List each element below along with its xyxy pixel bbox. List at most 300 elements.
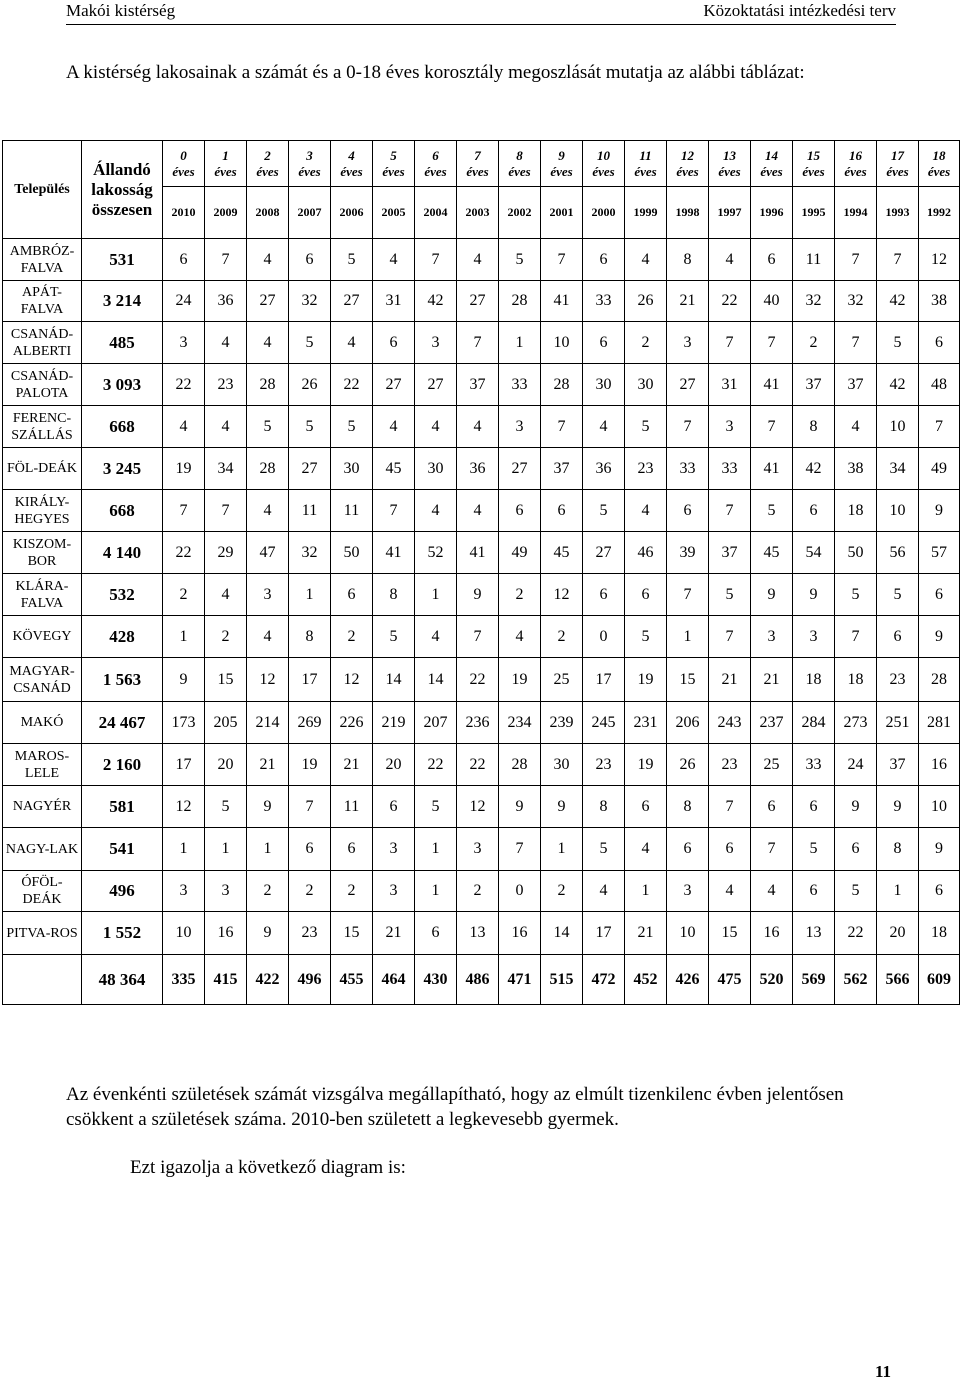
value-cell: 37 [835,364,877,406]
value-cell: 7 [751,828,793,871]
town-total: 541 [82,828,163,871]
town-name: KIRÁLY-HEGYES [3,490,82,532]
value-cell: 7 [709,490,751,532]
header-age-cell [541,141,583,187]
value-cell: 4 [625,239,667,281]
table-row [3,281,960,322]
value-cell: 2 [331,616,373,658]
value-cell: 6 [583,322,625,364]
value-cell: 10 [541,322,583,364]
value-cell: 42 [877,364,919,406]
value-cell: 7 [835,322,877,364]
table-row [3,702,960,744]
age-unit: éves [466,163,489,179]
sum-value-cell: 426 [667,955,709,1005]
header-row-ages [3,141,960,187]
value-cell: 1 [247,828,289,871]
value-cell: 20 [205,744,247,786]
value-cell: 25 [541,658,583,702]
value-cell: 1 [163,828,205,871]
value-cell: 4 [457,239,499,281]
value-cell: 269 [289,702,331,744]
value-cell: 7 [205,490,247,532]
value-cell: 32 [793,281,835,322]
town-name: KISZOM-BOR [3,532,82,574]
value-cell: 27 [667,364,709,406]
header-year-cell: 2002 [499,187,541,239]
sum-value-cell: 515 [541,955,583,1005]
value-cell: 32 [289,281,331,322]
sum-value-cell: 335 [163,955,205,1005]
value-cell: 273 [835,702,877,744]
value-cell: 7 [541,406,583,448]
value-cell: 6 [499,490,541,532]
value-cell: 3 [667,322,709,364]
value-cell: 30 [625,364,667,406]
value-cell: 8 [667,239,709,281]
value-cell: 39 [667,532,709,574]
value-cell: 19 [625,658,667,702]
header-age-cell [667,141,709,187]
town-name: FÖL-DEÁK [3,448,82,490]
value-cell: 17 [583,658,625,702]
age-unit: éves [550,163,573,179]
value-cell: 6 [667,828,709,871]
value-cell: 30 [331,448,373,490]
value-cell: 8 [877,828,919,871]
header-year-cell: 2000 [583,187,625,239]
town-total: 496 [82,871,163,912]
value-cell: 13 [457,912,499,955]
age-unit: éves [634,163,657,179]
value-cell: 9 [919,490,960,532]
value-cell: 28 [247,448,289,490]
sum-value-cell: 566 [877,955,919,1005]
value-cell: 2 [793,322,835,364]
value-cell: 22 [709,281,751,322]
value-cell: 22 [331,364,373,406]
header-age-cell [415,141,457,187]
header-year-cell: 1992 [919,187,960,239]
value-cell: 52 [415,532,457,574]
value-cell: 42 [877,281,919,322]
value-cell: 5 [289,322,331,364]
value-cell: 4 [709,239,751,281]
value-cell: 27 [415,364,457,406]
value-cell: 0 [499,871,541,912]
value-cell: 33 [499,364,541,406]
value-cell: 5 [583,490,625,532]
value-cell: 1 [667,616,709,658]
value-cell: 234 [499,702,541,744]
value-cell: 6 [415,912,457,955]
value-cell: 21 [247,744,289,786]
header-age-cell [625,141,667,187]
value-cell: 14 [541,912,583,955]
value-cell: 6 [835,828,877,871]
value-cell: 22 [415,744,457,786]
header-year-cell: 1999 [625,187,667,239]
value-cell: 1 [499,322,541,364]
age-unit: éves [424,163,447,179]
value-cell: 15 [205,658,247,702]
value-cell: 49 [499,532,541,574]
value-cell: 27 [289,448,331,490]
value-cell: 18 [835,490,877,532]
value-cell: 4 [583,406,625,448]
sum-row [3,955,960,1005]
town-name: AMBRÓZ-FALVA [3,239,82,281]
age-number: 16 [849,147,862,163]
value-cell: 5 [583,828,625,871]
value-cell: 6 [793,786,835,828]
value-cell: 9 [835,786,877,828]
age-number: 13 [723,147,736,163]
sum-value-cell: 562 [835,955,877,1005]
value-cell: 4 [247,490,289,532]
value-cell: 5 [331,239,373,281]
value-cell: 7 [457,616,499,658]
town-total: 3 093 [82,364,163,406]
age-unit: éves [927,163,951,179]
value-cell: 9 [751,574,793,616]
town-total: 532 [82,574,163,616]
age-number: 1 [222,147,229,163]
page-number: 11 [875,1362,892,1381]
table-row [3,871,960,912]
value-cell: 8 [373,574,415,616]
value-cell: 4 [583,871,625,912]
value-cell: 9 [163,658,205,702]
town-total: 2 160 [82,744,163,786]
sum-value-cell: 472 [583,955,625,1005]
value-cell: 45 [541,532,583,574]
value-cell: 19 [163,448,205,490]
value-cell: 284 [793,702,835,744]
value-cell: 23 [205,364,247,406]
town-total: 428 [82,616,163,658]
value-cell: 5 [499,239,541,281]
value-cell: 6 [373,786,415,828]
value-cell: 15 [667,658,709,702]
value-cell: 7 [709,786,751,828]
value-cell: 6 [919,322,960,364]
town-total: 3 245 [82,448,163,490]
value-cell: 46 [625,532,667,574]
value-cell: 5 [877,574,919,616]
age-number: 17 [891,147,904,163]
value-cell: 27 [499,448,541,490]
value-cell: 16 [205,912,247,955]
table-row [3,828,960,871]
value-cell: 7 [667,574,709,616]
value-cell: 8 [289,616,331,658]
age-unit: éves [382,163,405,179]
value-cell: 9 [457,574,499,616]
value-cell: 8 [667,786,709,828]
value-cell: 6 [667,490,709,532]
value-cell: 9 [247,912,289,955]
value-cell: 27 [457,281,499,322]
header-town: Település [3,141,82,239]
town-total: 24 467 [82,702,163,744]
age-unit: éves [886,163,909,179]
value-cell: 4 [709,871,751,912]
town-name: KÖVEGY [3,616,82,658]
value-cell: 45 [751,532,793,574]
header-age-cell [835,141,877,187]
value-cell: 29 [205,532,247,574]
age-number: 12 [681,147,694,163]
value-cell: 5 [247,406,289,448]
value-cell: 15 [709,912,751,955]
age-number: 18 [932,147,946,163]
value-cell: 6 [289,239,331,281]
age-number: 11 [639,147,652,163]
value-cell: 239 [541,702,583,744]
value-cell: 6 [919,871,960,912]
value-cell: 41 [457,532,499,574]
value-cell: 5 [289,406,331,448]
value-cell: 3 [373,828,415,871]
value-cell: 7 [205,239,247,281]
header-year-cell: 2005 [373,187,415,239]
header-age-cell [499,141,541,187]
header-age-cell [457,141,499,187]
value-cell: 3 [793,616,835,658]
town-name: CSANÁD-PALOTA [3,364,82,406]
value-cell: 1 [877,871,919,912]
value-cell: 5 [415,786,457,828]
value-cell: 17 [163,744,205,786]
town-total: 668 [82,406,163,448]
value-cell: 21 [373,912,415,955]
value-cell: 3 [373,871,415,912]
table-row [3,912,960,955]
value-cell: 16 [751,912,793,955]
age-unit: éves [298,163,321,179]
value-cell: 27 [373,364,415,406]
value-cell: 31 [373,281,415,322]
value-cell: 4 [163,406,205,448]
value-cell: 10 [877,490,919,532]
value-cell: 23 [709,744,751,786]
value-cell: 37 [877,744,919,786]
value-cell: 34 [205,448,247,490]
age-number: 0 [180,147,187,163]
value-cell: 5 [877,322,919,364]
value-cell: 1 [541,828,583,871]
town-name: PITVA-ROS [3,912,82,955]
value-cell: 42 [793,448,835,490]
value-cell: 2 [331,871,373,912]
value-cell: 28 [499,744,541,786]
value-cell: 33 [583,281,625,322]
value-cell: 7 [751,322,793,364]
value-cell: 32 [289,532,331,574]
value-cell: 7 [373,490,415,532]
age-number: 5 [390,147,397,163]
value-cell: 24 [835,744,877,786]
header-age-cell [751,141,793,187]
value-cell: 7 [499,828,541,871]
sum-value-cell: 496 [289,955,331,1005]
age-number: 10 [597,147,610,163]
header-age-cell [289,141,331,187]
value-cell: 54 [793,532,835,574]
header-total: Állandó lakosság összesen [82,141,163,239]
value-cell: 3 [499,406,541,448]
value-cell: 23 [289,912,331,955]
age-unit: éves [340,163,363,179]
header-year-cell: 2001 [541,187,583,239]
population-table [2,140,960,1005]
table-row [3,448,960,490]
value-cell: 251 [877,702,919,744]
value-cell: 22 [163,364,205,406]
header-year-cell: 2004 [415,187,457,239]
value-cell: 7 [541,239,583,281]
sum-value-cell: 422 [247,955,289,1005]
value-cell: 4 [415,406,457,448]
value-cell: 5 [751,490,793,532]
value-cell: 32 [835,281,877,322]
value-cell: 22 [163,532,205,574]
value-cell: 23 [583,744,625,786]
header-age-cell [163,141,205,187]
header-age-cell [709,141,751,187]
value-cell: 28 [499,281,541,322]
value-cell: 11 [289,490,331,532]
value-cell: 18 [835,658,877,702]
value-cell: 173 [163,702,205,744]
value-cell: 11 [331,786,373,828]
value-cell: 42 [415,281,457,322]
value-cell: 9 [877,786,919,828]
value-cell: 37 [541,448,583,490]
value-cell: 38 [835,448,877,490]
value-cell: 38 [919,281,960,322]
value-cell: 3 [751,616,793,658]
value-cell: 5 [373,616,415,658]
value-cell: 205 [205,702,247,744]
table-row [3,364,960,406]
value-cell: 1 [415,828,457,871]
age-unit: éves [844,163,867,179]
value-cell: 26 [289,364,331,406]
value-cell: 49 [919,448,960,490]
value-cell: 9 [793,574,835,616]
value-cell: 19 [625,744,667,786]
value-cell: 7 [289,786,331,828]
value-cell: 28 [919,658,960,702]
sum-value-cell: 475 [709,955,751,1005]
town-total: 4 140 [82,532,163,574]
header-age-cell [205,141,247,187]
sum-value-cell: 430 [415,955,457,1005]
value-cell: 6 [793,871,835,912]
table-row [3,658,960,702]
summary-paragraph: Az évenkénti születések számát vizsgálva megállapítható, hogy az elmúlt tizenkilenc évben jelentősen csökkent a születések száma. 2010-ben született a legkevesebb gyermek. [66,1084,844,1130]
header-right: Közoktatási intézkedési terv [703,1,896,20]
value-cell: 14 [415,658,457,702]
header-year-cell: 2007 [289,187,331,239]
value-cell: 9 [541,786,583,828]
value-cell: 30 [583,364,625,406]
header-year-cell: 1995 [793,187,835,239]
value-cell: 4 [457,406,499,448]
value-cell: 41 [541,281,583,322]
town-total: 485 [82,322,163,364]
sum-value-cell: 455 [331,955,373,1005]
town-name: APÁT-FALVA [3,281,82,322]
town-name: MAGYAR-CSANÁD [3,658,82,702]
value-cell: 2 [289,871,331,912]
value-cell: 3 [667,871,709,912]
value-cell: 6 [751,786,793,828]
age-number: 7 [474,147,481,163]
value-cell: 4 [205,406,247,448]
age-number: 8 [516,147,523,163]
value-cell: 20 [373,744,415,786]
value-cell: 11 [793,239,835,281]
header-year-cell: 1993 [877,187,919,239]
value-cell: 12 [247,658,289,702]
value-cell: 2 [499,574,541,616]
value-cell: 4 [625,828,667,871]
value-cell: 9 [499,786,541,828]
value-cell: 3 [415,322,457,364]
value-cell: 5 [331,406,373,448]
value-cell: 56 [877,532,919,574]
value-cell: 3 [247,574,289,616]
sum-value-cell: 415 [205,955,247,1005]
value-cell: 6 [541,490,583,532]
age-unit: éves [172,163,195,179]
value-cell: 5 [793,828,835,871]
town-total: 1 563 [82,658,163,702]
value-cell: 21 [751,658,793,702]
value-cell: 18 [919,912,960,955]
value-cell: 3 [163,322,205,364]
value-cell: 48 [919,364,960,406]
value-cell: 6 [163,239,205,281]
value-cell: 16 [919,744,960,786]
value-cell: 214 [247,702,289,744]
value-cell: 12 [457,786,499,828]
header-year-cell: 2010 [163,187,205,239]
value-cell: 4 [205,574,247,616]
value-cell: 14 [373,658,415,702]
value-cell: 3 [163,871,205,912]
value-cell: 31 [709,364,751,406]
value-cell: 243 [709,702,751,744]
value-cell: 2 [541,616,583,658]
town-name: ÓFÖL-DEÁK [3,871,82,912]
value-cell: 22 [457,658,499,702]
value-cell: 22 [835,912,877,955]
value-cell: 1 [289,574,331,616]
value-cell: 7 [163,490,205,532]
value-cell: 20 [877,912,919,955]
table-row [3,239,960,281]
value-cell: 0 [583,616,625,658]
value-cell: 7 [877,239,919,281]
value-cell: 236 [457,702,499,744]
header-age-cell [331,141,373,187]
town-name: KLÁRA-FALVA [3,574,82,616]
value-cell: 237 [751,702,793,744]
